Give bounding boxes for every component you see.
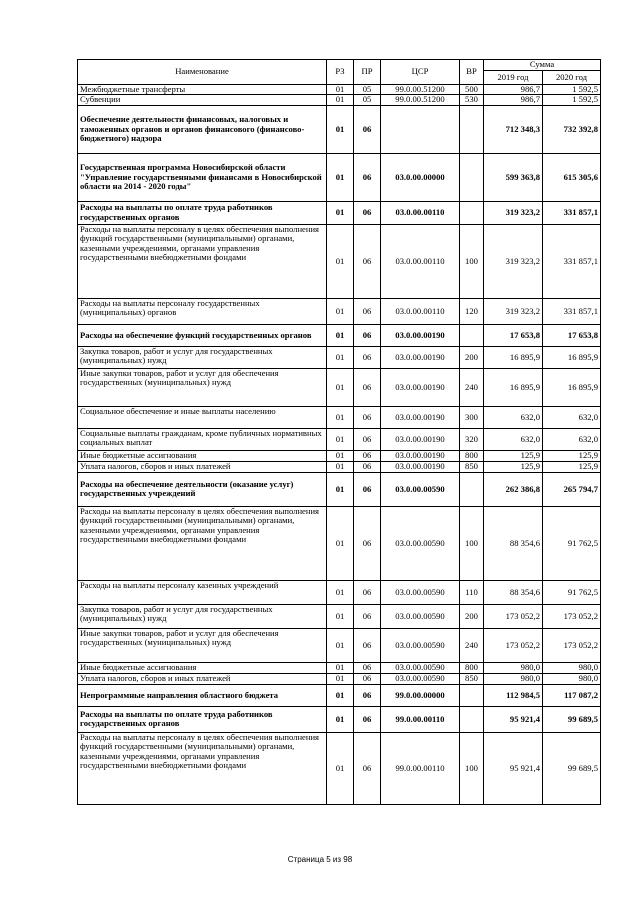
- table-row: [78, 684, 601, 706]
- row-csr: 03.0.00.00590: [381, 472, 460, 506]
- table-row: [78, 604, 601, 628]
- row-name: Расходы на обеспечение функций государственных органов: [78, 324, 327, 346]
- row-name: Субвенции: [78, 95, 327, 105]
- row-sum-2019: 980,0: [484, 673, 543, 684]
- row-rz: 01: [327, 673, 354, 684]
- row-sum-2019: 319 323,2: [484, 201, 543, 224]
- row-rz: 01: [327, 732, 354, 804]
- row-vr: [460, 324, 484, 346]
- row-sum-2020: 91 762,5: [543, 506, 601, 580]
- row-csr: 99.0.00.51200: [381, 95, 460, 105]
- row-name: Иные закупки товаров, работ и услуг для обеспечения государственных (муниципальных) нужд: [78, 368, 327, 406]
- row-vr: 200: [460, 346, 484, 368]
- row-pr: 06: [354, 580, 381, 604]
- row-pr: 06: [354, 506, 381, 580]
- row-name: Иные бюджетные ассигнования: [78, 662, 327, 673]
- row-sum-2020: 99 689,5: [543, 732, 601, 804]
- row-csr: 03.0.00.00190: [381, 346, 460, 368]
- row-name: Иные закупки товаров, работ и услуг для обеспечения государственных (муниципальных) нужд: [78, 628, 327, 662]
- row-sum-2019: 986,7: [484, 95, 543, 105]
- row-sum-2020: 91 762,5: [543, 580, 601, 604]
- row-sum-2019: 319 323,2: [484, 298, 543, 324]
- header-csr: ЦСР: [381, 60, 460, 85]
- row-vr: 320: [460, 428, 484, 450]
- row-vr: 300: [460, 406, 484, 428]
- row-sum-2020: 125,9: [543, 461, 601, 472]
- table-row: [78, 662, 601, 673]
- row-rz: 01: [327, 684, 354, 706]
- header-year-2020: 2020 год: [543, 71, 601, 85]
- row-name: Расходы на выплаты по оплате труда работников государственных органов: [78, 706, 327, 732]
- row-vr: [460, 201, 484, 224]
- row-pr: 06: [354, 450, 381, 461]
- table-row: [78, 105, 601, 153]
- row-csr: 03.0.00.00590: [381, 673, 460, 684]
- row-csr: 99.0.00.00110: [381, 706, 460, 732]
- row-sum-2019: 173 052,2: [484, 604, 543, 628]
- row-name: Уплата налогов, сборов и иных платежей: [78, 673, 327, 684]
- table-row: [78, 706, 601, 732]
- row-sum-2020: 331 857,1: [543, 224, 601, 298]
- table-row: [78, 506, 601, 580]
- row-rz: 01: [327, 662, 354, 673]
- row-rz: 01: [327, 105, 354, 153]
- row-sum-2020: 1 592,5: [543, 95, 601, 105]
- row-rz: 01: [327, 298, 354, 324]
- row-name: Межбюджетные трансферты: [78, 85, 327, 95]
- header-rz: РЗ: [327, 60, 354, 85]
- row-vr: 530: [460, 95, 484, 105]
- row-sum-2019: 599 363,8: [484, 153, 543, 201]
- row-name: Обеспечение деятельности финансовых, налоговых и таможенных органов и органов финансового (финансово-бюджетного) надзора: [78, 105, 327, 153]
- row-sum-2019: 632,0: [484, 428, 543, 450]
- row-sum-2019: 17 653,8: [484, 324, 543, 346]
- row-name: Расходы на выплаты персоналу казенных учреждений: [78, 580, 327, 604]
- row-sum-2020: 99 689,5: [543, 706, 601, 732]
- row-pr: 06: [354, 298, 381, 324]
- row-sum-2019: 173 052,2: [484, 628, 543, 662]
- row-vr: 100: [460, 506, 484, 580]
- row-rz: 01: [327, 604, 354, 628]
- table-row: [78, 298, 601, 324]
- row-csr: 03.0.00.00590: [381, 628, 460, 662]
- header-vr: ВР: [460, 60, 484, 85]
- row-rz: 01: [327, 368, 354, 406]
- row-rz: 01: [327, 406, 354, 428]
- row-csr: 03.0.00.00110: [381, 201, 460, 224]
- row-vr: 850: [460, 461, 484, 472]
- row-csr: [381, 105, 460, 153]
- row-name: Закупка товаров, работ и услуг для государственных (муниципальных) нужд: [78, 346, 327, 368]
- row-pr: 06: [354, 604, 381, 628]
- row-csr: 03.0.00.00190: [381, 428, 460, 450]
- row-pr: 06: [354, 472, 381, 506]
- row-csr: 03.0.00.00190: [381, 461, 460, 472]
- header-sum: Сумма: [484, 60, 601, 71]
- row-sum-2019: 88 354,6: [484, 506, 543, 580]
- row-name: Расходы на выплаты персоналу в целях обеспечения выполнения функций государственными (муниципальными) органами, казенными учреждениями, органами управления государственными внебюджетными фондами: [78, 224, 327, 298]
- row-sum-2020: 16 895,9: [543, 346, 601, 368]
- row-vr: 500: [460, 85, 484, 95]
- table-row: [78, 95, 601, 105]
- table-row: [78, 224, 601, 298]
- table-body: [78, 85, 601, 805]
- table-row: [78, 85, 601, 95]
- row-sum-2020: 615 305,6: [543, 153, 601, 201]
- row-sum-2020: 125,9: [543, 450, 601, 461]
- table-row: [78, 324, 601, 346]
- row-pr: 06: [354, 428, 381, 450]
- row-csr: 99.0.00.00000: [381, 684, 460, 706]
- table-row: [78, 580, 601, 604]
- row-name: Социальное обеспечение и иные выплаты населению: [78, 406, 327, 428]
- row-csr: 03.0.00.00590: [381, 506, 460, 580]
- row-csr: 03.0.00.00190: [381, 368, 460, 406]
- page-footer: Страница 5 из 98: [287, 855, 353, 864]
- row-sum-2019: 95 921,4: [484, 732, 543, 804]
- row-name: Непрограммные направления областного бюджета: [78, 684, 327, 706]
- row-sum-2019: 632,0: [484, 406, 543, 428]
- row-sum-2020: 265 794,7: [543, 472, 601, 506]
- row-rz: 01: [327, 85, 354, 95]
- row-vr: [460, 105, 484, 153]
- row-csr: 03.0.00.00110: [381, 298, 460, 324]
- row-rz: 01: [327, 461, 354, 472]
- row-name: Уплата налогов, сборов и иных платежей: [78, 461, 327, 472]
- row-vr: 240: [460, 628, 484, 662]
- table-row: [78, 673, 601, 684]
- row-sum-2020: 331 857,1: [543, 298, 601, 324]
- row-pr: 06: [354, 224, 381, 298]
- row-sum-2019: 125,9: [484, 461, 543, 472]
- row-sum-2019: 712 348,3: [484, 105, 543, 153]
- table-row: [78, 732, 601, 804]
- row-name: Расходы на выплаты персоналу в целях обеспечения выполнения функций государственными (муниципальными) органами, казенными учреждениями, органами управления государственными внебюджетными фондами: [78, 506, 327, 580]
- row-sum-2020: 331 857,1: [543, 201, 601, 224]
- row-csr: 99.0.00.51200: [381, 85, 460, 95]
- row-vr: 800: [460, 450, 484, 461]
- row-pr: 06: [354, 684, 381, 706]
- row-name: Социальные выплаты гражданам, кроме публичных нормативных социальных выплат: [78, 428, 327, 450]
- row-vr: 100: [460, 224, 484, 298]
- row-pr: 05: [354, 95, 381, 105]
- row-rz: 01: [327, 201, 354, 224]
- table-row: [78, 346, 601, 368]
- row-vr: [460, 472, 484, 506]
- table-row: [78, 461, 601, 472]
- row-rz: 01: [327, 706, 354, 732]
- row-rz: 01: [327, 580, 354, 604]
- row-sum-2019: 112 984,5: [484, 684, 543, 706]
- row-vr: [460, 684, 484, 706]
- row-sum-2019: 986,7: [484, 85, 543, 95]
- row-pr: 06: [354, 628, 381, 662]
- row-sum-2020: 632,0: [543, 428, 601, 450]
- row-pr: 06: [354, 706, 381, 732]
- row-rz: 01: [327, 472, 354, 506]
- row-name: Государственная программа Новосибирской области "Управление государственными финансами в Новосибирской области на 2014 - 2020 годы": [78, 153, 327, 201]
- row-rz: 01: [327, 346, 354, 368]
- row-sum-2020: 1 592,5: [543, 85, 601, 95]
- row-vr: 850: [460, 673, 484, 684]
- row-sum-2020: 117 087,2: [543, 684, 601, 706]
- row-rz: 01: [327, 224, 354, 298]
- row-sum-2019: 125,9: [484, 450, 543, 461]
- row-csr: 99.0.00.00110: [381, 732, 460, 804]
- row-sum-2020: 17 653,8: [543, 324, 601, 346]
- row-rz: 01: [327, 153, 354, 201]
- row-sum-2020: 980,0: [543, 673, 601, 684]
- row-csr: 03.0.00.00590: [381, 580, 460, 604]
- table-row: [78, 368, 601, 406]
- row-sum-2020: 173 052,2: [543, 604, 601, 628]
- row-name: Закупка товаров, работ и услуг для государственных (муниципальных) нужд: [78, 604, 327, 628]
- header-pr: ПР: [354, 60, 381, 85]
- table-row: [78, 201, 601, 224]
- row-rz: 01: [327, 506, 354, 580]
- row-sum-2019: 16 895,9: [484, 368, 543, 406]
- header-name: Наименование: [78, 60, 327, 85]
- row-sum-2019: 262 386,8: [484, 472, 543, 506]
- row-pr: 06: [354, 673, 381, 684]
- header-year-2019: 2019 год: [484, 71, 543, 85]
- row-vr: 110: [460, 580, 484, 604]
- table-row: [78, 428, 601, 450]
- row-sum-2019: 16 895,9: [484, 346, 543, 368]
- row-pr: 06: [354, 732, 381, 804]
- row-pr: 06: [354, 461, 381, 472]
- row-name: Расходы на выплаты персоналу в целях обеспечения выполнения функций государственными (муниципальными) органами, казенными учреждениями, органами управления государственными внебюджетными фондами: [78, 732, 327, 804]
- row-pr: 06: [354, 201, 381, 224]
- row-pr: 06: [354, 346, 381, 368]
- row-name: Расходы на обеспечение деятельности (оказание услуг) государственных учреждений: [78, 472, 327, 506]
- row-name: Расходы на выплаты по оплате труда работников государственных органов: [78, 201, 327, 224]
- row-pr: 06: [354, 368, 381, 406]
- row-pr: 05: [354, 85, 381, 95]
- row-rz: 01: [327, 95, 354, 105]
- row-vr: 120: [460, 298, 484, 324]
- row-name: Расходы на выплаты персоналу государственных (муниципальных) органов: [78, 298, 327, 324]
- row-name: Иные бюджетные ассигнования: [78, 450, 327, 461]
- table-row: [78, 472, 601, 506]
- row-sum-2019: 95 921,4: [484, 706, 543, 732]
- table-row: [78, 406, 601, 428]
- row-sum-2020: 16 895,9: [543, 368, 601, 406]
- row-pr: 06: [354, 105, 381, 153]
- row-vr: [460, 706, 484, 732]
- row-vr: 800: [460, 662, 484, 673]
- table-row: [78, 628, 601, 662]
- row-sum-2020: 173 052,2: [543, 628, 601, 662]
- row-vr: 240: [460, 368, 484, 406]
- row-sum-2019: 319 323,2: [484, 224, 543, 298]
- row-vr: [460, 153, 484, 201]
- row-rz: 01: [327, 324, 354, 346]
- row-pr: 06: [354, 406, 381, 428]
- row-csr: 03.0.00.00000: [381, 153, 460, 201]
- row-rz: 01: [327, 428, 354, 450]
- row-rz: 01: [327, 628, 354, 662]
- row-csr: 03.0.00.00190: [381, 406, 460, 428]
- row-vr: 200: [460, 604, 484, 628]
- row-sum-2019: 88 354,6: [484, 580, 543, 604]
- row-sum-2019: 980,0: [484, 662, 543, 673]
- row-csr: 03.0.00.00190: [381, 324, 460, 346]
- row-vr: 100: [460, 732, 484, 804]
- row-pr: 06: [354, 324, 381, 346]
- budget-table: [77, 59, 601, 805]
- row-csr: 03.0.00.00110: [381, 224, 460, 298]
- row-sum-2020: 980,0: [543, 662, 601, 673]
- row-sum-2020: 732 392,8: [543, 105, 601, 153]
- row-pr: 06: [354, 153, 381, 201]
- row-rz: 01: [327, 450, 354, 461]
- table-row: [78, 450, 601, 461]
- table-row: [78, 153, 601, 201]
- row-csr: 03.0.00.00590: [381, 604, 460, 628]
- row-pr: 06: [354, 662, 381, 673]
- row-sum-2020: 632,0: [543, 406, 601, 428]
- row-csr: 03.0.00.00190: [381, 450, 460, 461]
- row-csr: 03.0.00.00590: [381, 662, 460, 673]
